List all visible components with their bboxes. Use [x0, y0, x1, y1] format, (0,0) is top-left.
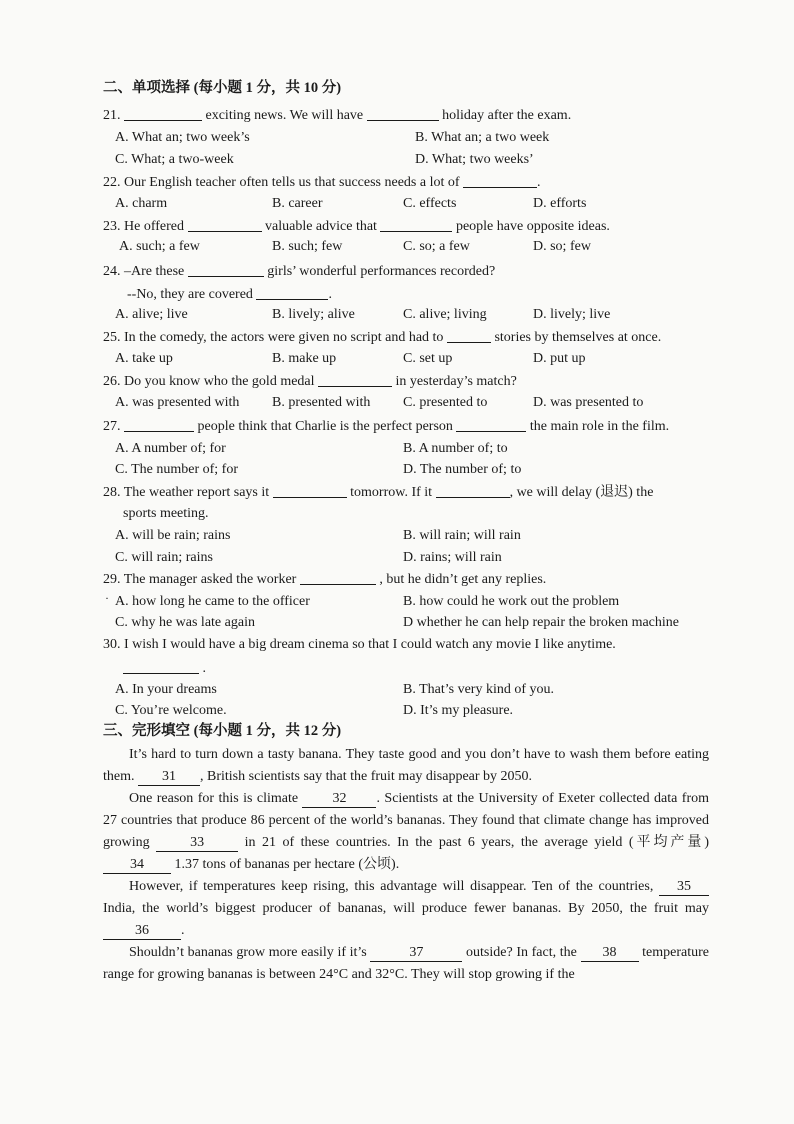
q23-text-3: people have opposite ideas.	[455, 219, 610, 234]
cloze-blank-37[interactable]: 37	[370, 945, 462, 962]
q21-text-2: holiday after the exam.	[442, 108, 572, 123]
q29-option-c[interactable]: C. why he was late again	[115, 615, 255, 630]
q27-option-c[interactable]: C. The number of; for	[115, 462, 238, 477]
question-22: 22. Our English teacher often tells us that success needs a lot of .	[103, 175, 541, 190]
q23-blank-2[interactable]	[380, 217, 452, 232]
q30-option-d[interactable]: D. It’s my pleasure.	[403, 703, 514, 718]
q29-option-d[interactable]: D whether he can help repair the broken machine	[403, 615, 679, 630]
q26-text-2: in yesterday’s match?	[395, 374, 517, 389]
q25-option-a[interactable]: A. take up	[115, 351, 173, 366]
question-24	[103, 262, 495, 281]
q21-option-b[interactable]: B. What an; a two week	[415, 130, 550, 145]
cloze-blank-33[interactable]: 33	[156, 835, 238, 852]
section-3-title: 三、完形填空 (每小题 1 分，共 12 分)	[103, 723, 342, 739]
q30-option-a[interactable]: A. In your dreams	[115, 682, 217, 697]
stray-mark: ·	[105, 591, 109, 605]
cloze-paragraph-3: However, if temperatures keep rising, this advantage will disappear. Ten of the countries, 35 India, the world’s biggest producer of bananas, will produce fewer bananas. By 2050, the fruit may 36 .	[103, 879, 709, 938]
q29-text-2: , but he didn’t get any replies.	[379, 572, 547, 587]
question-21	[103, 106, 571, 125]
q26-option-b[interactable]: B. presented with	[272, 395, 371, 410]
q27-option-b[interactable]: B. A number of; to	[403, 441, 508, 456]
q24-reply: --No, they are covered .	[127, 287, 332, 302]
q24-option-a[interactable]: A. alive; live	[115, 307, 188, 322]
q29-blank[interactable]	[300, 570, 376, 585]
q23-blank-1[interactable]	[188, 217, 262, 232]
q28-option-a[interactable]: A. will be rain; rains	[115, 528, 231, 543]
q28-option-b[interactable]: B. will rain; will rain	[403, 528, 521, 543]
q24-text-2: girls’ wonderful performances recorded?	[267, 264, 496, 279]
q21-number: 21.	[103, 108, 121, 123]
q26-text-1: 26. Do you know who the gold medal	[103, 374, 315, 389]
q29-option-a[interactable]: A. how long he came to the officer	[115, 594, 310, 609]
q28-option-d[interactable]: D. rains; will rain	[403, 550, 502, 565]
q22-option-b[interactable]: B. career	[272, 196, 323, 211]
q28-blank-1[interactable]	[273, 483, 347, 498]
q21-blank-1[interactable]	[124, 106, 202, 121]
question-26	[103, 372, 517, 391]
question-25	[103, 328, 661, 347]
cloze-blank-35[interactable]: 35	[659, 879, 709, 896]
q28-text-4: sports meeting.	[123, 506, 209, 521]
cloze-blank-31[interactable]: 31	[138, 769, 200, 786]
q29-text-1: 29. The manager asked the worker	[103, 572, 297, 587]
q26-blank[interactable]	[318, 372, 392, 387]
q22-text: 22. Our English teacher often tells us that success needs a lot of	[103, 175, 460, 190]
cloze-blank-32[interactable]: 32	[302, 791, 376, 808]
q26-option-c[interactable]: C. presented to	[403, 395, 488, 410]
cloze-blank-34[interactable]: 34	[103, 857, 171, 874]
section-2-title: 二、单项选择 (每小题 1 分，共 10 分)	[103, 80, 342, 96]
cloze-blank-36[interactable]: 36	[103, 923, 181, 940]
q22-blank[interactable]	[463, 173, 537, 188]
q23-option-b[interactable]: B. such; few	[272, 239, 343, 254]
q30-option-b[interactable]: B. That’s very kind of you.	[403, 682, 555, 697]
q22-option-c[interactable]: C. effects	[403, 196, 457, 211]
question-30: 30. I wish I would have a big dream cinema so that I could watch any movie I like anytime.	[103, 637, 616, 652]
q24-text-1: 24. –Are these	[103, 264, 185, 279]
q30-option-c[interactable]: C. You’re welcome.	[115, 703, 227, 718]
q23-text-2: valuable advice that	[265, 219, 377, 234]
q27-option-a[interactable]: A. A number of; for	[115, 441, 226, 456]
q27-blank-2[interactable]	[456, 417, 526, 432]
q23-option-d[interactable]: D. so; few	[533, 239, 591, 254]
q24-text-3: --No, they are covered	[127, 287, 253, 302]
q25-option-b[interactable]: B. make up	[272, 351, 337, 366]
q24-option-d[interactable]: D. lively; live	[533, 307, 611, 322]
q24-option-c[interactable]: C. alive; living	[403, 307, 487, 322]
cloze-blank-38[interactable]: 38	[581, 945, 639, 962]
q28-blank-2[interactable]	[436, 483, 510, 498]
q23-text-1: 23. He offered	[103, 219, 184, 234]
question-23	[103, 217, 610, 236]
q21-option-c[interactable]: C. What; a two-week	[115, 152, 234, 167]
q28-option-c[interactable]: C. will rain; rains	[115, 550, 213, 565]
q29-option-b[interactable]: B. how could he work out the problem	[403, 594, 620, 609]
q25-text-2: stories by themselves at once.	[494, 330, 662, 345]
q21-text-1: exciting news. We will have	[205, 108, 364, 123]
q22-option-d[interactable]: D. efforts	[533, 196, 587, 211]
cloze-paragraph-2: One reason for this is climate 32 . Scientists at the University of Exeter collected data from 27 countries that produce 86 percent of the world’s bananas. They found that climate change has improved growing 33 in 21 of these countries. In the past 6 years, the average yield (平均产量) 34 1.37 tons of bananas per hectare (公顷).	[103, 791, 710, 872]
q27-blank-1[interactable]	[124, 417, 194, 432]
q25-option-c[interactable]: C. set up	[403, 351, 453, 366]
q21-blank-2[interactable]	[367, 106, 439, 121]
q24-blank-1[interactable]	[188, 262, 264, 277]
cloze-paragraph-1: It’s hard to turn down a tasty banana. They taste good and you don’t have to wash them before eating them. 31 , British scientists say that the fruit may disappear by 2050.	[103, 747, 709, 784]
q25-option-d[interactable]: D. put up	[533, 351, 586, 366]
q25-blank[interactable]	[447, 328, 491, 343]
q22-option-a[interactable]: A. charm	[115, 196, 168, 211]
question-27	[103, 417, 669, 436]
q27-number: 27.	[103, 419, 121, 434]
q27-option-d[interactable]: D. The number of; to	[403, 462, 522, 477]
q25-text-1: 25. In the comedy, the actors were given no script and had to	[103, 330, 444, 345]
question-29	[103, 570, 546, 589]
q24-option-b[interactable]: B. lively; alive	[272, 307, 355, 322]
q30-answer-line: .	[123, 659, 206, 678]
q23-option-a[interactable]: A. such; a few	[119, 239, 200, 254]
q21-option-a[interactable]: A. What an; two week’s	[115, 130, 250, 145]
q21-option-d[interactable]: D. What; two weeks’	[415, 152, 534, 167]
q27-text-1: people think that Charlie is the perfect person	[197, 419, 453, 434]
q26-option-a[interactable]: A. was presented with	[115, 395, 240, 410]
q30-blank[interactable]	[123, 659, 199, 674]
cloze-paragraph-4: Shouldn’t bananas grow more easily if it’s 37 outside? In fact, the 38 temperature range for growing bananas is between 24°C and 32°C. They will stop growing if the	[103, 945, 710, 982]
q28-text-2: tomorrow. If it	[350, 485, 433, 500]
cloze-passage	[103, 744, 709, 986]
q28-text-3: , we will delay (退迟) the	[509, 485, 654, 500]
q28-text-1: 28. The weather report says it	[103, 485, 270, 500]
q26-option-d[interactable]: D. was presented to	[533, 395, 644, 410]
q27-text-2: the main role in the film.	[529, 419, 670, 434]
q23-option-c[interactable]: C. so; a few	[403, 239, 470, 254]
question-28	[103, 483, 653, 502]
q24-blank-2[interactable]	[256, 285, 328, 300]
